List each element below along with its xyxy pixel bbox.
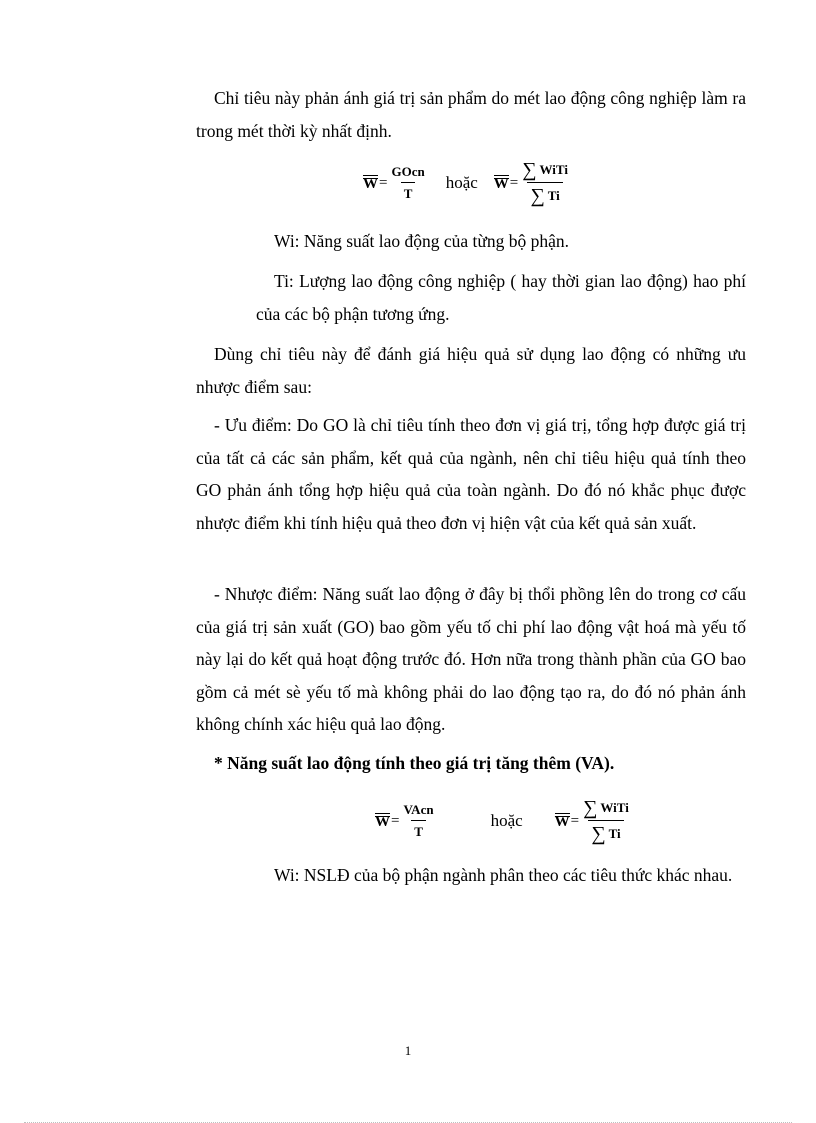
numerator: GOcn bbox=[391, 164, 425, 179]
sigma-symbol: ∑ bbox=[522, 159, 537, 181]
fraction-sum bbox=[519, 160, 571, 206]
definition-wi: Wi: Năng suất lao động của từng bộ phận. bbox=[274, 231, 570, 251]
paragraph-advantage: - Ưu điểm: Do GO là chỉ tiêu tính theo đơn vị giá trị, tổng hợp được giá trị của tất cả các sản phẩm, kết quả của ngành, nên chỉ tiêu hiệu quả tính theo GO phản ánh tổng hợp hiệu quả của toàn ngành. Do đó nó khắc phục được nhược điểm khi tính hiệu quả theo đơn vị hiện vật của kết quả sản xuất. bbox=[196, 415, 746, 533]
denominator: T bbox=[401, 182, 416, 202]
fraction-va bbox=[400, 802, 436, 840]
numerator-text: WiTi bbox=[600, 800, 629, 815]
sigma-symbol: ∑ bbox=[530, 185, 545, 207]
denominator-text: Ti bbox=[547, 188, 560, 203]
w-bar-symbol: W bbox=[363, 175, 378, 192]
w-bar-symbol: W bbox=[554, 813, 570, 830]
fraction-sum bbox=[580, 798, 632, 844]
page-number: 1 bbox=[404, 1043, 412, 1058]
or-label: hoặc bbox=[490, 811, 523, 830]
equals-sign: = bbox=[391, 812, 400, 829]
equals-sign: = bbox=[379, 174, 388, 191]
sigma-symbol: ∑ bbox=[591, 823, 606, 845]
definition-wi-nsld: Wi: NSLĐ của bộ phận ngành phân theo các tiêu thức khác nhau. bbox=[274, 865, 733, 885]
sigma-symbol: ∑ bbox=[583, 797, 598, 819]
w-bar-symbol: W bbox=[375, 813, 390, 830]
denominator bbox=[588, 820, 623, 844]
paragraph-usage: Dùng chỉ tiêu này để đánh giá hiệu quả sử dụng lao động có những ưu nhược điểm sau: bbox=[196, 344, 746, 397]
paragraph-disadvantage: - Nhược điểm: Năng suất lao động ở đây bị thổi phồng lên do trong cơ cấu của giá trị sản xuất (GO) bao gồm yếu tố chi phí lao động vật hoá mà yếu tố này lại do kết quả hoạt động trước đó. Hơn nữa trong thành phần của GO bao gồm cả mét sè yếu tố mà không phải do lao động tạo ra, do đó nó phản ánh không chính xác hiệu quả lao động. bbox=[196, 584, 746, 734]
w-bar-symbol: W bbox=[493, 175, 509, 192]
heading-va: * Năng suất lao động tính theo giá trị tăng thêm (VA). bbox=[214, 753, 615, 773]
definition-ti: Ti: Lượng lao động công nghiệp ( hay thời gian lao động) hao phí của các bộ phận tương ứng. bbox=[256, 271, 746, 324]
fraction-go bbox=[388, 164, 427, 202]
formula-go bbox=[363, 160, 571, 206]
denominator: T bbox=[411, 820, 426, 840]
numerator: VAcn bbox=[403, 802, 434, 817]
numerator-text: WiTi bbox=[539, 162, 568, 177]
or-label: hoặc bbox=[445, 173, 478, 192]
paragraph-intro: Chỉ tiêu này phản ánh giá trị sản phẩm do mét lao động công nghiệp làm ra trong mét thời kỳ nhất định. bbox=[196, 88, 746, 141]
denominator-text: Ti bbox=[608, 826, 621, 841]
equals-sign: = bbox=[570, 812, 580, 829]
denominator bbox=[527, 182, 562, 206]
numerator bbox=[519, 160, 571, 182]
equals-sign: = bbox=[509, 174, 519, 191]
formula-va bbox=[375, 798, 632, 844]
numerator bbox=[580, 798, 632, 820]
